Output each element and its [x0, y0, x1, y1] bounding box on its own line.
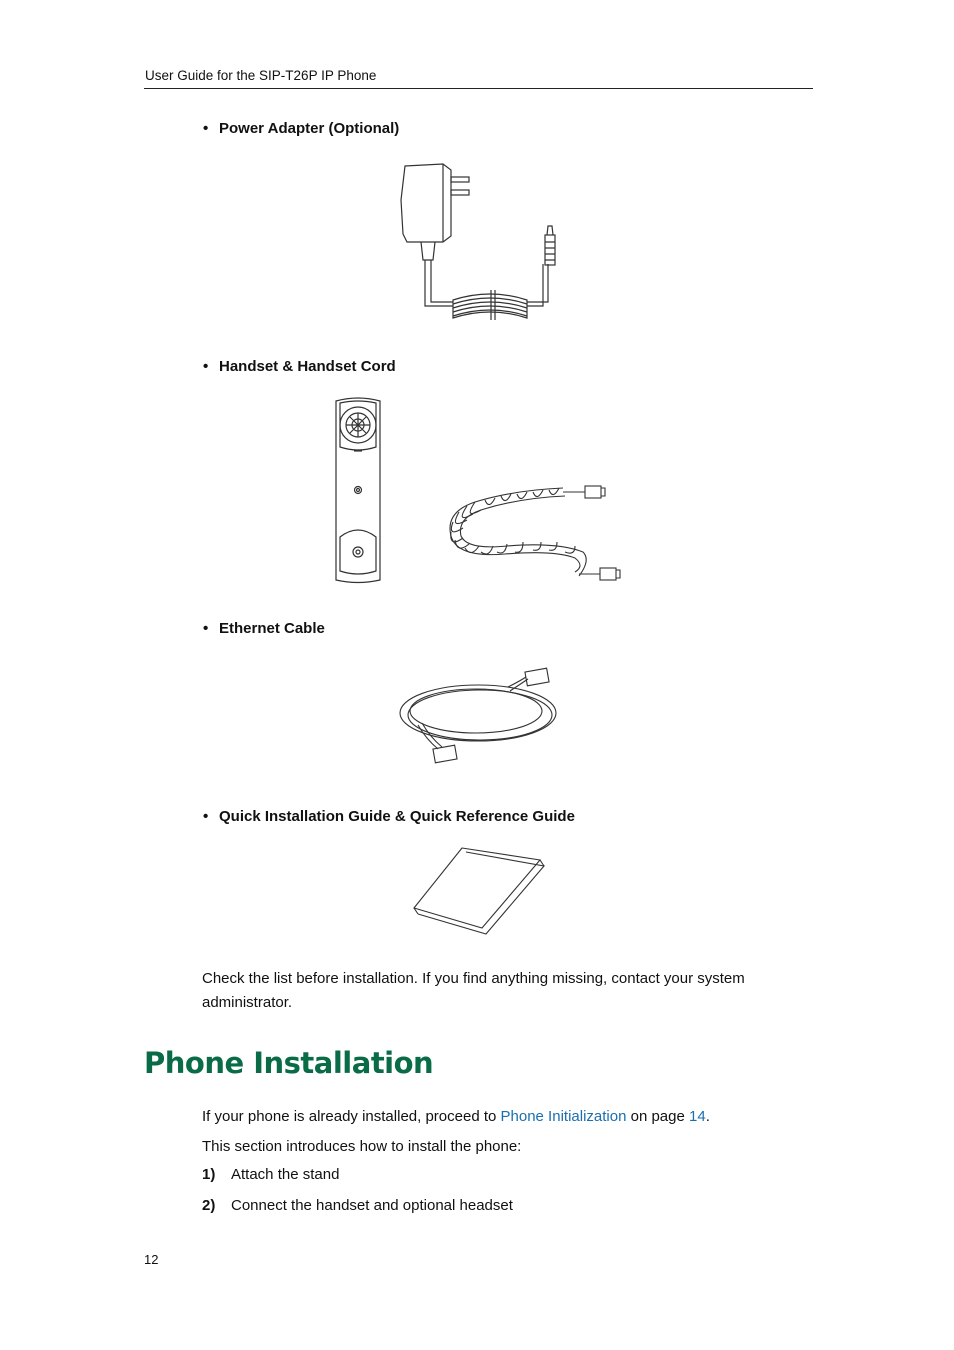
bullet-dot: • [203, 620, 209, 637]
bullet-ethernet-cable [203, 620, 325, 637]
step-item [202, 1166, 339, 1183]
page-header [144, 67, 813, 89]
step-text: Connect the handset and optional headset [231, 1197, 513, 1214]
step-text: Attach the stand [231, 1166, 340, 1183]
step-number: 1) [202, 1166, 216, 1183]
step-number: 2) [202, 1197, 216, 1214]
ethernet-cable-illustration [398, 665, 563, 769]
bullet-dot: • [203, 808, 209, 825]
bullet-label: Power Adapter (Optional) [219, 120, 400, 137]
page-link[interactable]: 14 [689, 1108, 706, 1125]
bullet-label: Quick Installation Guide & Quick Reference Guide [219, 808, 575, 825]
page-number: 12 [144, 1252, 159, 1267]
handset-illustration [330, 395, 386, 585]
bullet-dot: • [203, 120, 209, 137]
bullet-label: Handset & Handset Cord [219, 358, 396, 375]
paragraph-line: Check the list before installation. If you find anything missing, contact your system [202, 970, 745, 987]
check-list-paragraph [202, 967, 745, 1015]
section-title: Phone Installation [144, 1046, 434, 1080]
lead-paragraph: This section introduces how to install the phone: [202, 1138, 522, 1155]
step-item [202, 1197, 513, 1214]
header-title: User Guide for the SIP-T26P IP Phone [145, 68, 377, 83]
intro-paragraph [202, 1105, 710, 1129]
bullet-power-adapter [203, 120, 399, 137]
bullet-dot: • [203, 358, 209, 375]
intro-prefix: If your phone is already installed, proceed to [202, 1108, 501, 1125]
bullet-label: Ethernet Cable [219, 620, 325, 637]
power-adapter-illustration [395, 160, 575, 325]
paragraph-line: administrator. [202, 994, 293, 1011]
bullet-guides [203, 808, 575, 825]
bullet-handset [203, 358, 396, 375]
guides-illustration [410, 844, 550, 938]
handset-cord-illustration [445, 480, 625, 585]
phone-initialization-link[interactable]: Phone Initialization [500, 1108, 627, 1125]
intro-suffix: . [705, 1108, 710, 1125]
intro-mid: on page [626, 1108, 689, 1125]
